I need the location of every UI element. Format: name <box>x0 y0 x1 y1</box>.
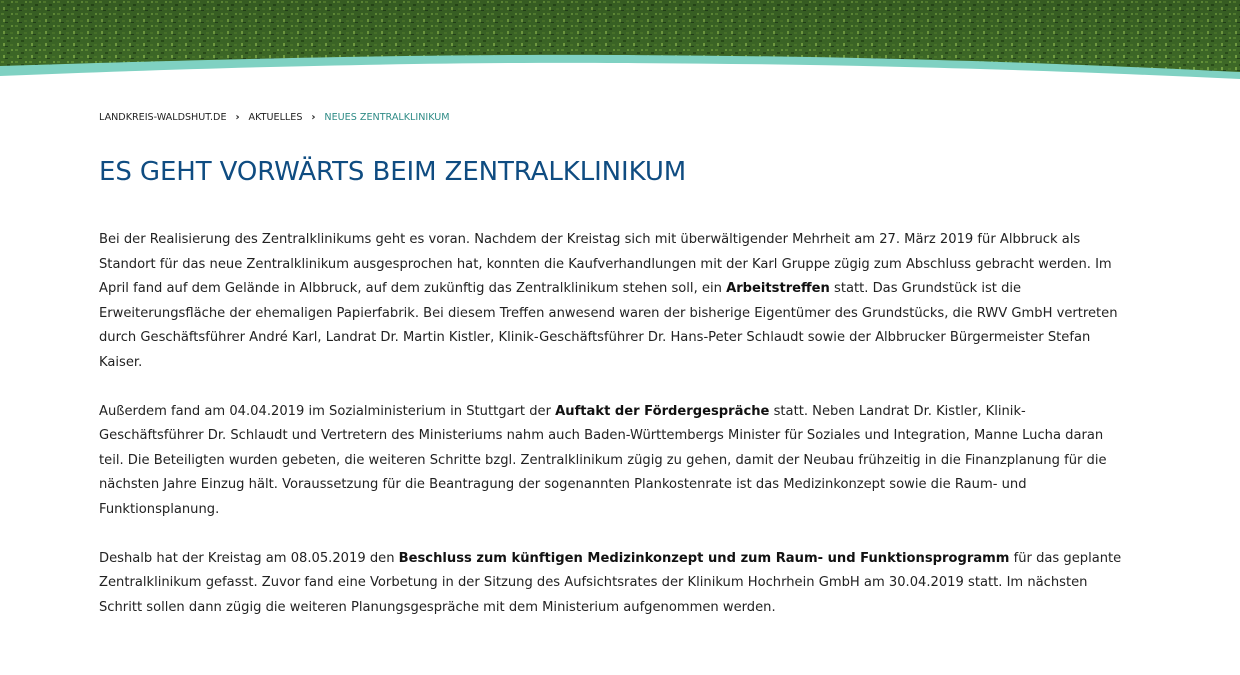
grass-banner-image <box>0 0 1240 90</box>
breadcrumb-home-link[interactable]: LANDKREIS-WALDSHUT.DE <box>99 111 227 123</box>
article-paragraph <box>99 400 1129 523</box>
article-paragraph <box>99 547 1129 621</box>
foerdergespraeche-link[interactable]: Auftakt der Fördergespräche <box>555 403 770 419</box>
breadcrumb-aktuelles-link[interactable]: AKTUELLES <box>248 111 303 123</box>
chevron-right-icon: › <box>311 111 316 123</box>
breadcrumb <box>99 110 450 124</box>
breadcrumb-current: NEUES ZENTRALKLINIKUM <box>324 111 450 123</box>
paragraph-text: für das geplante Zentralklinikum gefasst. Zuvor fand eine Vorbetung in der Sitzung des Aufsichtsrates der Klinikum Hochrhein GmbH am 30.04.2019 statt. Im nächsten Schritt sollen dann zügig die weiteren Planungsgespräche mit dem Ministerium aufgenommen werden. <box>99 550 1122 615</box>
arbeitstreffen-link[interactable]: Arbeitstreffen <box>726 281 830 296</box>
paragraph-text: Deshalb hat der Kreistag am 08.05.2019 den <box>99 550 399 566</box>
paragraph-text: Außerdem fand am 04.04.2019 im Sozialministerium in Stuttgart der <box>99 403 556 419</box>
paragraph-text: statt. Das Grundstück ist die Erweiterungsfläche der ehemaligen Papierfabrik. Bei diesem Treffen anwesend waren der bisherige Eigentümer des Grundstücks, die RWV GmbH vertreten durch Geschäftsführer André Karl, Landrat Dr. Martin Kistler, Klinik-Geschäftsführer Dr. Hans-Peter Schlaudt sowie der Albbrucker Bürgermeister Stefan Kaiser. <box>99 281 1118 370</box>
hero-banner <box>0 0 1240 90</box>
article-body <box>99 228 1129 645</box>
chevron-right-icon: › <box>235 111 240 123</box>
article-paragraph <box>99 228 1129 375</box>
beschluss-link[interactable]: Beschluss zum künftigen Medizinkonzept und zum Raum- und Funktionsprogramm <box>398 550 1010 566</box>
page-title: ES GEHT VORWÄRTS BEIM ZENTRALKLINIKUM <box>99 157 687 187</box>
paragraph-text: Bei der Realisierung des Zentralklinikums geht es voran. Nachdem der Kreistag sich mit überwältigender Mehrheit am 27. März 2019 für Albbruck als Standort für das neue Zentralklinikum ausgesprochen hat, konnten die Kaufverhandlungen mit der Karl Gruppe zügig zum Abschluss gebracht werden. Im April fand auf dem Gelände in Albbruck, auf dem zukünftig das Zentralklinikum stehen soll, ein <box>99 232 1112 296</box>
paragraph-text: statt. Neben Landrat Dr. Kistler, Klinik-Geschäftsführer Dr. Schlaudt und Vertretern des Ministeriums nahm auch Baden-Württembergs Minister für Soziales und Integration, Manne Lucha daran teil. Die Beteiligten wurden gebeten, die weiteren Schritte bzgl. Zentralklinikum zügig zu gehen, damit der Neubau frühzeitig in die Finanzplanung für die nächsten Jahre Einzug hält. Voraussetzung für die Beantragung der sogenannten Plankostenrate ist das Medizinkonzept sowie die Raum- und Funktionsplanung. <box>99 403 1107 517</box>
